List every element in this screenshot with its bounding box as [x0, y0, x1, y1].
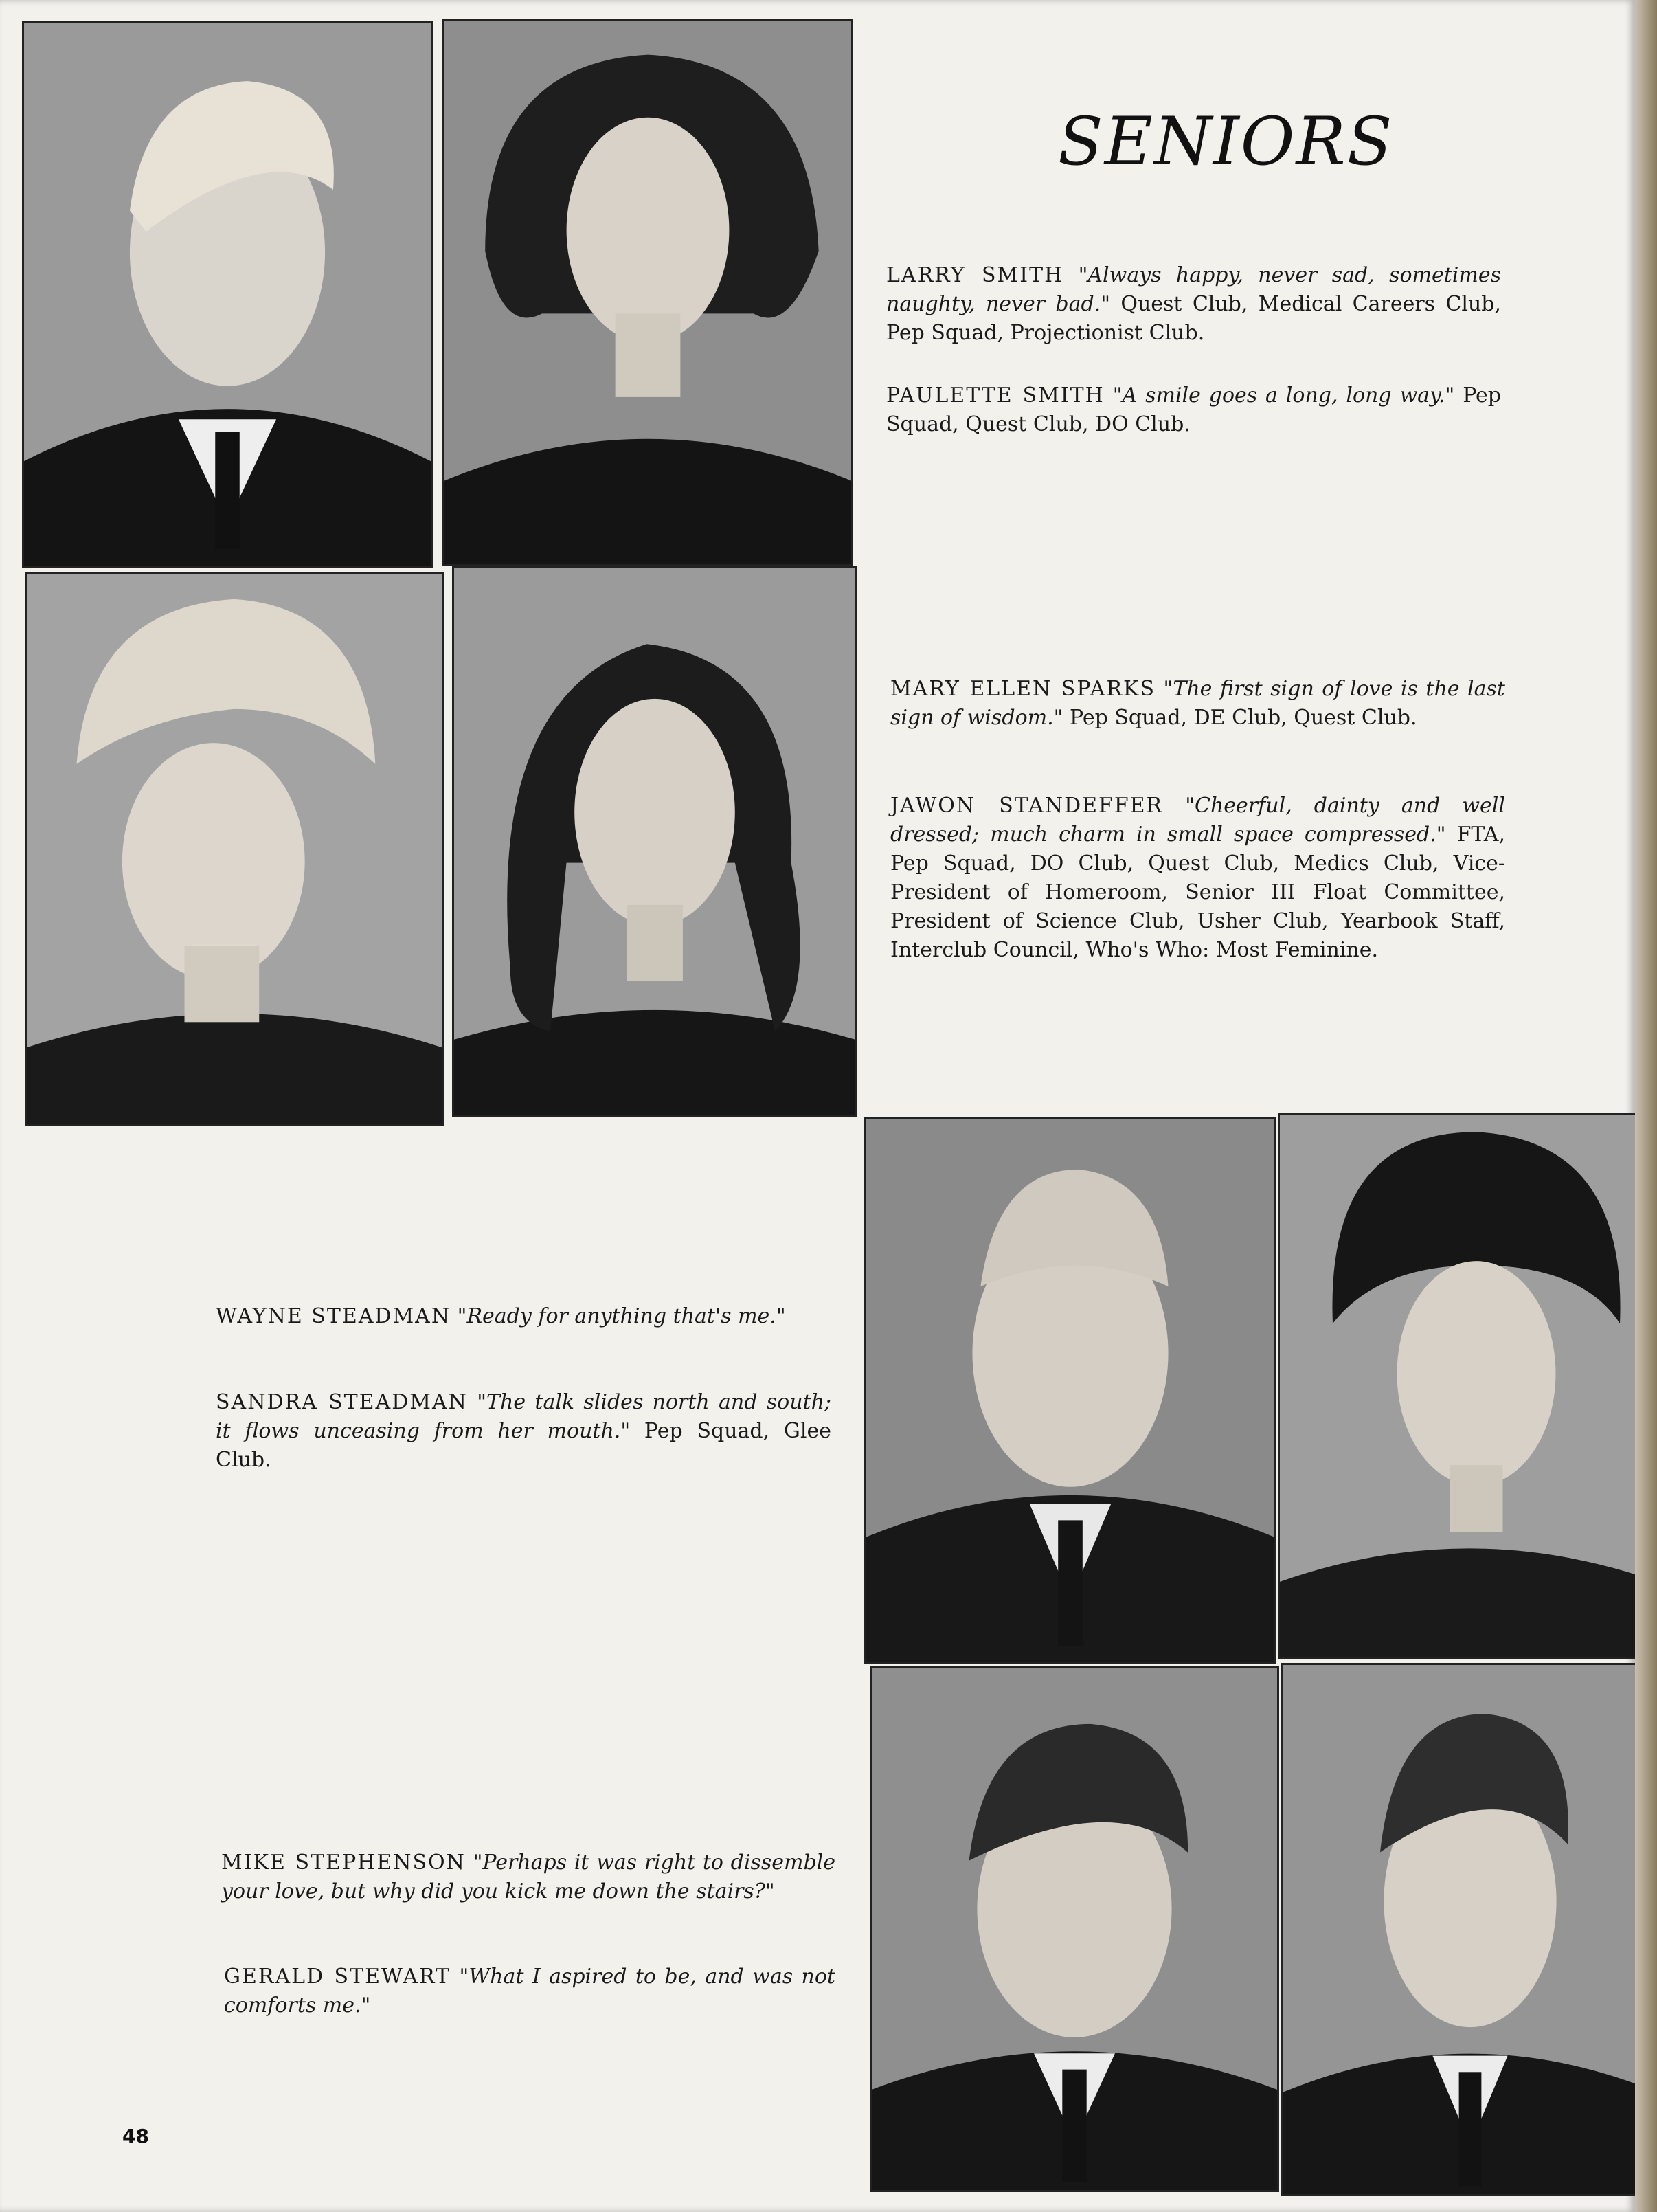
entry-wayne-steadman	[216, 1302, 831, 1331]
portrait-photo-mike-stephenson	[870, 1666, 1279, 2192]
entry-activities: Pep Squad, Quest Club, DO Club.	[886, 383, 1502, 436]
entry-quote: "A smile goes a long, long way."	[1112, 383, 1455, 407]
entry-larry-smith	[886, 261, 1501, 348]
entry-gerald-stewart	[224, 1963, 835, 2020]
entry-name: SANDRA STEADMAN	[216, 1390, 468, 1414]
page-number: 48	[122, 2125, 149, 2147]
entry-quote: "What I aspired to be, and was not comforts me."	[224, 1965, 835, 2018]
entry-activities: Quest Club, Medical Careers Club, Pep Squad, Projectionist Club.	[886, 292, 1502, 345]
portrait-photo-larry-smith	[22, 21, 433, 568]
entry-name: LARRY SMITH	[886, 263, 1064, 287]
entry-quote: "Ready for anything that's me."	[457, 1304, 786, 1328]
entry-name: GERALD STEWART	[224, 1965, 451, 1989]
entry-name: MARY ELLEN SPARKS	[890, 677, 1156, 701]
entry-quote: "The first sign of love is the last sign of wisdom."	[890, 677, 1505, 730]
portrait-photo-paulette-smith	[442, 19, 853, 566]
page-title: SENIORS	[1058, 103, 1394, 180]
entry-quote: "The talk slides north and south; it flows unceasing from her mouth."	[216, 1390, 832, 1443]
entry-name: WAYNE STEADMAN	[216, 1304, 451, 1328]
entry-activities: Pep Squad, Glee Club.	[216, 1419, 831, 1472]
entry-mike-stephenson	[221, 1848, 835, 1906]
entry-name: PAULETTE SMITH	[886, 383, 1105, 407]
portrait-photo-gerald-stewart	[1281, 1663, 1657, 2196]
portrait-photo-mary-ellen-sparks	[25, 572, 444, 1126]
entry-name: JAWON STANDEFFER	[890, 794, 1164, 818]
entry-quote: "Always happy, never sad, sometimes naughty, never bad."	[886, 263, 1501, 316]
entry-activities: FTA, Pep Squad, DO Club, Quest Club, Medics Club, Vice-President of Homeroom, Senior III Float Committee, President of Science Club, Usher Club, Yearbook Staff, Interclub Council, Who's Who: Most Feminine.	[890, 823, 1505, 962]
entry-activities: Pep Squad, DE Club, Quest Club.	[1063, 706, 1417, 730]
entry-name: MIKE STEPHENSON	[221, 1851, 466, 1875]
portrait-photo-jawon-standeffer	[452, 566, 857, 1117]
entry-sandra-steadman	[216, 1388, 831, 1475]
entry-jawon-standeffer	[890, 792, 1505, 965]
portrait-photo-sandra-steadman	[1278, 1113, 1657, 1659]
entry-paulette-smith	[886, 381, 1501, 439]
entry-quote: "Cheerful, dainty and well dressed; much charm in small space compressed."	[890, 794, 1505, 847]
book-spine-edge	[1635, 0, 1657, 2212]
entry-mary-ellen-sparks	[890, 675, 1505, 733]
entry-quote: "Perhaps it was right to dissemble your love, but why did you kick me down the stairs?"	[221, 1851, 835, 1903]
portrait-photo-wayne-steadman	[864, 1117, 1276, 1664]
